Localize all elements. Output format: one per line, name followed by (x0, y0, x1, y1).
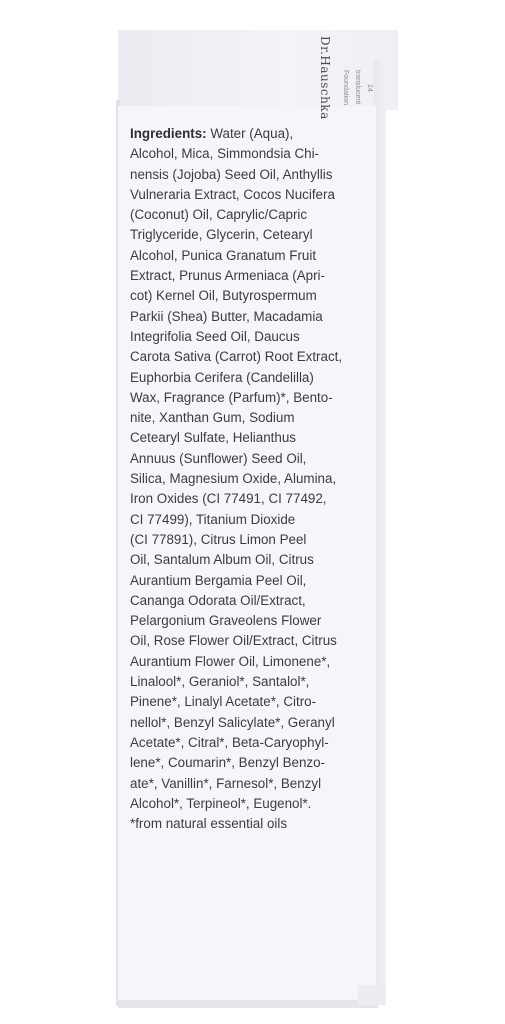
ingredients-line: *from natural essential oils (130, 816, 288, 832)
ingredients-line: Extract, Prunus Armeniaca (Apri- (130, 268, 325, 284)
ingredients-line: (Coconut) Oil, Caprylic/Capric (130, 207, 308, 223)
ingredients-list (130, 124, 382, 834)
ingredients-line: Aurantium Bergamia Peel Oil, (130, 572, 307, 588)
ingredients-line: Alcohol*, Terpineol*, Eugenol*. (130, 795, 312, 811)
ingredients-lines (130, 144, 382, 834)
box-bottom-notch (358, 985, 386, 1005)
ingredients-line: nensis (Jojoba) Seed Oil, Anthyllis (130, 166, 333, 182)
ingredients-line: Vulneraria Extract, Cocos Nucifera (130, 186, 335, 202)
ingredients-line: nellol*, Benzyl Salicylate*, Geranyl (130, 714, 335, 730)
ingredients-line: Cananga Odorata Oil/Extract, (130, 592, 306, 608)
ingredients-line: ate*, Vanillin*, Farnesol*, Benzyl (130, 775, 322, 791)
ingredients-line: Alcohol, Mica, Simmondsia Chi- (130, 146, 320, 162)
ingredients-line: Iron Oxides (CI 77491, CI 77492, (130, 491, 327, 507)
ingredients-line: Pelargonium Graveolens Flower (130, 613, 322, 629)
ingredients-line: Linalool*, Geraniol*, Santalol*, (130, 674, 310, 690)
side-text-line: 14 (366, 84, 373, 92)
ingredients-line: Wax, Fragrance (Parfum)*, Bento- (130, 389, 333, 405)
brand-name: Dr.Hauschka (318, 36, 332, 120)
ingredients-line: Carota Sativa (Carrot) Root Extract, (130, 349, 343, 365)
ingredients-line: (CI 77891), Citrus Limon Peel (130, 531, 307, 547)
ingredients-first-line (130, 124, 382, 144)
side-text-line: translucent (354, 70, 361, 105)
ingredients-line: Oil, Santalum Album Oil, Citrus (130, 552, 314, 568)
ingredients-line: Integrifolia Seed Oil, Daucus (130, 328, 300, 344)
ingredients-line: Silica, Magnesium Oxide, Alumina, (130, 471, 337, 487)
ingredients-line: Oil, Rose Flower Oil/Extract, Citrus (130, 633, 337, 649)
ingredients-line: CI 77499), Titanium Dioxide (130, 511, 296, 527)
ingredients-line: Cetearyl Sulfate, Helianthus (130, 430, 296, 446)
ingredients-line: nite, Xanthan Gum, Sodium (130, 410, 295, 426)
ingredients-label: Ingredients: (130, 126, 207, 141)
ingredients-text: Water (Aqua), (206, 126, 294, 141)
ingredients-line: Annuus (Sunflower) Seed Oil, (130, 450, 307, 466)
side-text-line: Foundation (342, 70, 349, 106)
ingredients-line: Parkii (Shea) Butter, Macadamia (130, 308, 323, 324)
ingredients-line: cot) Kernel Oil, Butyrospermum (130, 288, 317, 304)
ingredients-line: Triglyceride, Glycerin, Cetearyl (130, 227, 313, 243)
ingredients-line: lene*, Coumarin*, Benzyl Benzo- (130, 755, 326, 771)
ingredients-line: Aurantium Flower Oil, Limonene*, (130, 653, 331, 669)
ingredients-line: Euphorbia Cerifera (Candelilla) (130, 369, 314, 385)
box-bottom-edge (118, 1000, 378, 1008)
ingredients-line: Alcohol, Punica Granatum Fruit (130, 247, 317, 263)
ingredients-line: Acetate*, Citral*, Beta-Caryophyl- (130, 734, 329, 750)
ingredients-line: Pinene*, Linalyl Acetate*, Citro- (130, 694, 317, 710)
